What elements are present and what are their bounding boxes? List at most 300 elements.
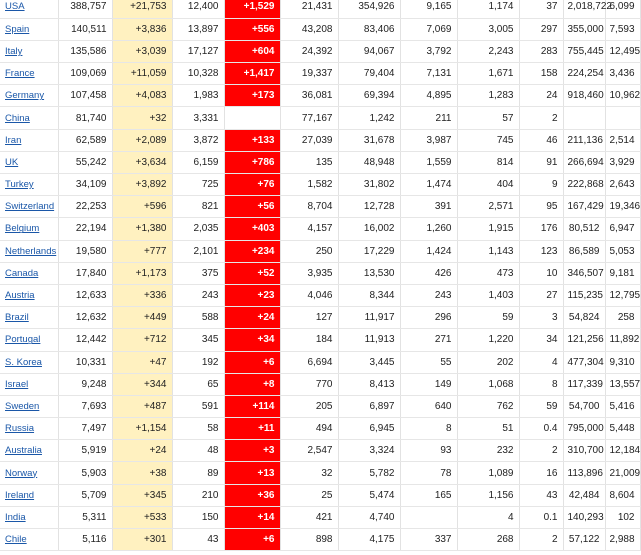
active-cases-cell: 11,913	[338, 329, 400, 351]
serious-critical-cell: 1,260	[400, 218, 457, 240]
country-link[interactable]: Russia	[5, 423, 35, 435]
total-deaths-cell: 243	[172, 284, 224, 306]
total-deaths-cell: 1,983	[172, 85, 224, 107]
serious-critical-cell	[400, 506, 457, 528]
new-deaths-cell: +6	[224, 351, 280, 373]
cases-per-1m-cell: 1,283	[457, 85, 519, 107]
table-row	[0, 529, 640, 551]
cases-per-1m-cell: 814	[457, 151, 519, 173]
total-cases-cell: 22,194	[58, 218, 112, 240]
country-link[interactable]: Australia	[5, 445, 42, 457]
total-cases-cell: 388,757	[58, 0, 112, 18]
country-cell	[0, 529, 58, 551]
new-deaths-cell: +1,417	[224, 63, 280, 85]
deaths-per-1m-cell: 95	[519, 196, 563, 218]
total-cases-cell: 12,632	[58, 307, 112, 329]
tests-per-1m-cell: 21,009	[605, 462, 640, 484]
total-recovered-cell: 21,431	[280, 0, 338, 18]
country-cell	[0, 18, 58, 40]
total-cases-cell: 12,633	[58, 284, 112, 306]
total-cases-cell: 34,109	[58, 174, 112, 196]
total-cases-cell: 55,242	[58, 151, 112, 173]
country-link[interactable]: Switzerland	[5, 201, 55, 213]
total-recovered-cell: 135	[280, 151, 338, 173]
table-row	[0, 284, 640, 306]
table-row	[0, 174, 640, 196]
tests-per-1m-cell: 9,181	[605, 262, 640, 284]
total-deaths-cell: 210	[172, 484, 224, 506]
tests-per-1m-cell: 102	[605, 506, 640, 528]
total-tests-cell: 54,700	[563, 395, 605, 417]
total-recovered-cell: 2,547	[280, 440, 338, 462]
total-tests-cell: 224,254	[563, 63, 605, 85]
new-deaths-cell: +52	[224, 262, 280, 284]
deaths-per-1m-cell: 158	[519, 63, 563, 85]
serious-critical-cell: 296	[400, 307, 457, 329]
new-deaths-cell: +3	[224, 440, 280, 462]
tests-per-1m-cell: 5,448	[605, 418, 640, 440]
tests-per-1m-cell: 6,099	[605, 0, 640, 18]
total-recovered-cell: 24,392	[280, 40, 338, 62]
total-cases-cell: 5,903	[58, 462, 112, 484]
serious-critical-cell: 4,895	[400, 85, 457, 107]
cases-per-1m-cell: 57	[457, 107, 519, 129]
active-cases-cell: 1,242	[338, 107, 400, 129]
cases-per-1m-cell: 1,915	[457, 218, 519, 240]
tests-per-1m-cell: 5,416	[605, 395, 640, 417]
new-cases-cell: +596	[112, 196, 172, 218]
new-deaths-cell	[224, 107, 280, 129]
table-row	[0, 218, 640, 240]
new-cases-cell: +487	[112, 395, 172, 417]
total-recovered-cell: 27,039	[280, 129, 338, 151]
total-tests-cell: 54,824	[563, 307, 605, 329]
total-deaths-cell: 345	[172, 329, 224, 351]
table-row	[0, 240, 640, 262]
new-deaths-cell: +133	[224, 129, 280, 151]
total-recovered-cell: 32	[280, 462, 338, 484]
new-deaths-cell: +403	[224, 218, 280, 240]
tests-per-1m-cell: 13,557	[605, 373, 640, 395]
country-cell	[0, 63, 58, 85]
tests-per-1m-cell: 19,346	[605, 196, 640, 218]
new-deaths-cell: +13	[224, 462, 280, 484]
country-cell	[0, 151, 58, 173]
total-deaths-cell: 3,872	[172, 129, 224, 151]
country-cell	[0, 395, 58, 417]
new-cases-cell: +533	[112, 506, 172, 528]
new-deaths-cell: +36	[224, 484, 280, 506]
new-cases-cell: +3,039	[112, 40, 172, 62]
country-cell	[0, 284, 58, 306]
total-recovered-cell: 1,582	[280, 174, 338, 196]
cases-per-1m-cell: 1,156	[457, 484, 519, 506]
serious-critical-cell: 1,474	[400, 174, 457, 196]
cases-per-1m-cell: 762	[457, 395, 519, 417]
new-cases-cell: +3,892	[112, 174, 172, 196]
total-cases-cell: 10,331	[58, 351, 112, 373]
deaths-per-1m-cell: 4	[519, 351, 563, 373]
country-link[interactable]: Portugal	[5, 334, 41, 346]
country-link[interactable]: UK	[5, 156, 19, 168]
country-link[interactable]: S. Korea	[5, 356, 42, 368]
tests-per-1m-cell: 2,643	[605, 174, 640, 196]
total-cases-cell: 19,580	[58, 240, 112, 262]
total-recovered-cell: 25	[280, 484, 338, 506]
new-deaths-cell: +604	[224, 40, 280, 62]
serious-critical-cell: 426	[400, 262, 457, 284]
new-cases-cell: +32	[112, 107, 172, 129]
tests-per-1m-cell: 2,514	[605, 129, 640, 151]
tests-per-1m-cell: 3,929	[605, 151, 640, 173]
total-recovered-cell: 3,935	[280, 262, 338, 284]
new-cases-cell: +11,059	[112, 63, 172, 85]
total-cases-cell: 107,458	[58, 85, 112, 107]
total-tests-cell: 42,484	[563, 484, 605, 506]
country-cell	[0, 129, 58, 151]
deaths-per-1m-cell: 283	[519, 40, 563, 62]
tests-per-1m-cell: 8,604	[605, 484, 640, 506]
deaths-per-1m-cell: 3	[519, 307, 563, 329]
total-deaths-cell: 2,101	[172, 240, 224, 262]
table-row	[0, 351, 640, 373]
deaths-per-1m-cell: 0.4	[519, 418, 563, 440]
active-cases-cell: 48,948	[338, 151, 400, 173]
total-deaths-cell: 192	[172, 351, 224, 373]
total-cases-cell: 140,511	[58, 18, 112, 40]
table-row	[0, 329, 640, 351]
tests-per-1m-cell: 6,947	[605, 218, 640, 240]
total-deaths-cell: 89	[172, 462, 224, 484]
deaths-per-1m-cell: 43	[519, 484, 563, 506]
total-cases-cell: 12,442	[58, 329, 112, 351]
active-cases-cell: 17,229	[338, 240, 400, 262]
deaths-per-1m-cell: 16	[519, 462, 563, 484]
country-cell	[0, 85, 58, 107]
deaths-per-1m-cell: 297	[519, 18, 563, 40]
country-link[interactable]: Canada	[5, 267, 39, 279]
total-deaths-cell: 58	[172, 418, 224, 440]
total-recovered-cell: 250	[280, 240, 338, 262]
total-cases-cell: 9,248	[58, 373, 112, 395]
country-cell	[0, 107, 58, 129]
new-deaths-cell: +34	[224, 329, 280, 351]
new-deaths-cell: +14	[224, 506, 280, 528]
country-link[interactable]: France	[5, 68, 35, 80]
new-cases-cell: +47	[112, 351, 172, 373]
total-tests-cell: 121,256	[563, 329, 605, 351]
total-deaths-cell: 375	[172, 262, 224, 284]
country-link[interactable]: China	[5, 112, 30, 124]
new-deaths-cell: +786	[224, 151, 280, 173]
cases-per-1m-cell: 1,068	[457, 373, 519, 395]
cases-per-1m-cell: 745	[457, 129, 519, 151]
country-cell	[0, 484, 58, 506]
country-link[interactable]: India	[5, 511, 26, 523]
total-tests-cell: 266,694	[563, 151, 605, 173]
total-deaths-cell: 821	[172, 196, 224, 218]
new-deaths-cell: +24	[224, 307, 280, 329]
active-cases-cell: 83,406	[338, 18, 400, 40]
deaths-per-1m-cell: 2	[519, 107, 563, 129]
total-deaths-cell: 10,328	[172, 63, 224, 85]
total-deaths-cell: 13,897	[172, 18, 224, 40]
total-recovered-cell: 4,157	[280, 218, 338, 240]
total-tests-cell: 346,507	[563, 262, 605, 284]
total-recovered-cell: 898	[280, 529, 338, 551]
cases-per-1m-cell: 59	[457, 307, 519, 329]
cases-per-1m-cell: 1,671	[457, 63, 519, 85]
country-cell	[0, 440, 58, 462]
serious-critical-cell: 165	[400, 484, 457, 506]
total-recovered-cell: 421	[280, 506, 338, 528]
tests-per-1m-cell: 7,593	[605, 18, 640, 40]
active-cases-cell: 6,897	[338, 395, 400, 417]
new-cases-cell: +336	[112, 284, 172, 306]
country-link[interactable]: Brazil	[5, 312, 29, 324]
new-cases-cell: +1,380	[112, 218, 172, 240]
country-cell	[0, 262, 58, 284]
table-row	[0, 506, 640, 528]
total-deaths-cell: 588	[172, 307, 224, 329]
cases-per-1m-cell: 51	[457, 418, 519, 440]
country-link[interactable]: Italy	[5, 45, 23, 57]
active-cases-cell: 5,474	[338, 484, 400, 506]
total-cases-cell: 5,919	[58, 440, 112, 462]
deaths-per-1m-cell: 91	[519, 151, 563, 173]
country-link[interactable]: Ireland	[5, 489, 35, 501]
cases-per-1m-cell: 473	[457, 262, 519, 284]
total-tests-cell: 222,868	[563, 174, 605, 196]
table-row	[0, 0, 640, 18]
tests-per-1m-cell: 12,184	[605, 440, 640, 462]
total-cases-cell: 22,253	[58, 196, 112, 218]
total-tests-cell: 140,293	[563, 506, 605, 528]
total-recovered-cell: 8,704	[280, 196, 338, 218]
cases-per-1m-cell: 1,089	[457, 462, 519, 484]
tests-per-1m-cell: 5,053	[605, 240, 640, 262]
total-cases-cell: 5,311	[58, 506, 112, 528]
table-row	[0, 196, 640, 218]
total-deaths-cell: 725	[172, 174, 224, 196]
deaths-per-1m-cell: 123	[519, 240, 563, 262]
country-cell	[0, 174, 58, 196]
table-row	[0, 484, 640, 506]
active-cases-cell: 5,782	[338, 462, 400, 484]
deaths-per-1m-cell: 176	[519, 218, 563, 240]
total-recovered-cell: 494	[280, 418, 338, 440]
cases-per-1m-cell: 3,005	[457, 18, 519, 40]
total-tests-cell: 211,136	[563, 129, 605, 151]
country-link[interactable]: Iran	[5, 134, 22, 146]
active-cases-cell: 13,530	[338, 262, 400, 284]
country-link[interactable]: Germany	[5, 90, 45, 102]
active-cases-cell: 3,445	[338, 351, 400, 373]
tests-per-1m-cell: 10,962	[605, 85, 640, 107]
serious-critical-cell: 640	[400, 395, 457, 417]
total-deaths-cell: 591	[172, 395, 224, 417]
new-cases-cell: +3,836	[112, 18, 172, 40]
new-deaths-cell: +1,529	[224, 0, 280, 18]
total-deaths-cell: 2,035	[172, 218, 224, 240]
new-deaths-cell: +8	[224, 373, 280, 395]
active-cases-cell: 69,394	[338, 85, 400, 107]
new-cases-cell: +712	[112, 329, 172, 351]
country-cell	[0, 240, 58, 262]
table-row	[0, 440, 640, 462]
total-tests-cell: 167,429	[563, 196, 605, 218]
new-cases-cell: +38	[112, 462, 172, 484]
tests-per-1m-cell: 12,495	[605, 40, 640, 62]
table-row	[0, 129, 640, 151]
total-tests-cell: 115,235	[563, 284, 605, 306]
active-cases-cell: 79,404	[338, 63, 400, 85]
active-cases-cell: 8,413	[338, 373, 400, 395]
total-cases-cell: 17,840	[58, 262, 112, 284]
country-link[interactable]: Turkey	[5, 179, 34, 191]
total-cases-cell: 81,740	[58, 107, 112, 129]
deaths-per-1m-cell: 0.1	[519, 506, 563, 528]
cases-per-1m-cell: 268	[457, 529, 519, 551]
new-deaths-cell: +234	[224, 240, 280, 262]
new-cases-cell: +4,083	[112, 85, 172, 107]
cases-per-1m-cell: 1,220	[457, 329, 519, 351]
country-link[interactable]: Sweden	[5, 400, 40, 412]
total-tests-cell: 86,589	[563, 240, 605, 262]
serious-critical-cell: 7,131	[400, 63, 457, 85]
table-row	[0, 40, 640, 62]
total-deaths-cell: 17,127	[172, 40, 224, 62]
serious-critical-cell: 149	[400, 373, 457, 395]
cases-per-1m-cell: 1,403	[457, 284, 519, 306]
country-cell	[0, 196, 58, 218]
serious-critical-cell: 78	[400, 462, 457, 484]
serious-critical-cell: 8	[400, 418, 457, 440]
serious-critical-cell: 211	[400, 107, 457, 129]
country-cell	[0, 462, 58, 484]
serious-critical-cell: 1,559	[400, 151, 457, 173]
new-cases-cell: +301	[112, 529, 172, 551]
deaths-per-1m-cell: 24	[519, 85, 563, 107]
new-cases-cell: +2,089	[112, 129, 172, 151]
total-tests-cell: 477,304	[563, 351, 605, 373]
total-recovered-cell: 770	[280, 373, 338, 395]
cases-per-1m-cell: 2,243	[457, 40, 519, 62]
total-cases-cell: 7,497	[58, 418, 112, 440]
serious-critical-cell: 7,069	[400, 18, 457, 40]
table-row	[0, 307, 640, 329]
country-link[interactable]: USA	[5, 1, 25, 13]
total-cases-cell: 7,693	[58, 395, 112, 417]
total-cases-cell: 135,586	[58, 40, 112, 62]
table-row	[0, 373, 640, 395]
active-cases-cell: 31,678	[338, 129, 400, 151]
cases-per-1m-cell: 4	[457, 506, 519, 528]
total-tests-cell: 755,445	[563, 40, 605, 62]
total-tests-cell	[563, 107, 605, 129]
tests-per-1m-cell: 12,795	[605, 284, 640, 306]
new-cases-cell: +3,634	[112, 151, 172, 173]
total-recovered-cell: 4,046	[280, 284, 338, 306]
new-deaths-cell: +6	[224, 529, 280, 551]
total-recovered-cell: 127	[280, 307, 338, 329]
active-cases-cell: 11,917	[338, 307, 400, 329]
deaths-per-1m-cell: 8	[519, 373, 563, 395]
serious-critical-cell: 391	[400, 196, 457, 218]
new-cases-cell: +345	[112, 484, 172, 506]
active-cases-cell: 4,175	[338, 529, 400, 551]
country-link[interactable]: Spain	[5, 23, 30, 35]
cases-per-1m-cell: 202	[457, 351, 519, 373]
new-deaths-cell: +76	[224, 174, 280, 196]
active-cases-cell: 4,740	[338, 506, 400, 528]
cases-per-1m-cell: 2,571	[457, 196, 519, 218]
country-cell	[0, 351, 58, 373]
deaths-per-1m-cell: 34	[519, 329, 563, 351]
tests-per-1m-cell: 9,310	[605, 351, 640, 373]
serious-critical-cell: 271	[400, 329, 457, 351]
total-deaths-cell: 48	[172, 440, 224, 462]
total-tests-cell: 57,122	[563, 529, 605, 551]
new-deaths-cell: +173	[224, 85, 280, 107]
deaths-per-1m-cell: 59	[519, 395, 563, 417]
serious-critical-cell: 1,424	[400, 240, 457, 262]
table-row	[0, 85, 640, 107]
country-cell	[0, 506, 58, 528]
cases-per-1m-cell: 1,174	[457, 0, 519, 18]
total-recovered-cell: 6,694	[280, 351, 338, 373]
table-row	[0, 63, 640, 85]
new-cases-cell: +21,753	[112, 0, 172, 18]
country-link[interactable]: Norway	[5, 467, 38, 479]
total-deaths-cell: 12,400	[172, 0, 224, 18]
total-recovered-cell: 36,081	[280, 85, 338, 107]
active-cases-cell: 354,926	[338, 0, 400, 18]
total-deaths-cell: 43	[172, 529, 224, 551]
new-deaths-cell: +556	[224, 18, 280, 40]
active-cases-cell: 16,002	[338, 218, 400, 240]
new-deaths-cell: +56	[224, 196, 280, 218]
country-link[interactable]: Netherlands	[5, 245, 57, 257]
table-row	[0, 107, 640, 129]
cases-per-1m-cell: 1,143	[457, 240, 519, 262]
country-link[interactable]: Israel	[5, 378, 29, 390]
country-link[interactable]: Chile	[5, 534, 27, 546]
country-cell	[0, 307, 58, 329]
country-link[interactable]: Austria	[5, 290, 35, 302]
total-tests-cell: 795,000	[563, 418, 605, 440]
table-row	[0, 151, 640, 173]
country-cell	[0, 329, 58, 351]
new-deaths-cell: +11	[224, 418, 280, 440]
total-tests-cell: 918,460	[563, 85, 605, 107]
new-cases-cell: +344	[112, 373, 172, 395]
table-row	[0, 18, 640, 40]
active-cases-cell: 8,344	[338, 284, 400, 306]
total-cases-cell: 109,069	[58, 63, 112, 85]
serious-critical-cell: 93	[400, 440, 457, 462]
table-row	[0, 418, 640, 440]
serious-critical-cell: 3,987	[400, 129, 457, 151]
country-cell	[0, 40, 58, 62]
active-cases-cell: 3,324	[338, 440, 400, 462]
country-link[interactable]: Belgium	[5, 223, 40, 235]
total-tests-cell: 80,512	[563, 218, 605, 240]
new-cases-cell: +777	[112, 240, 172, 262]
new-deaths-cell: +114	[224, 395, 280, 417]
cases-per-1m-cell: 404	[457, 174, 519, 196]
tests-per-1m-cell	[605, 107, 640, 129]
